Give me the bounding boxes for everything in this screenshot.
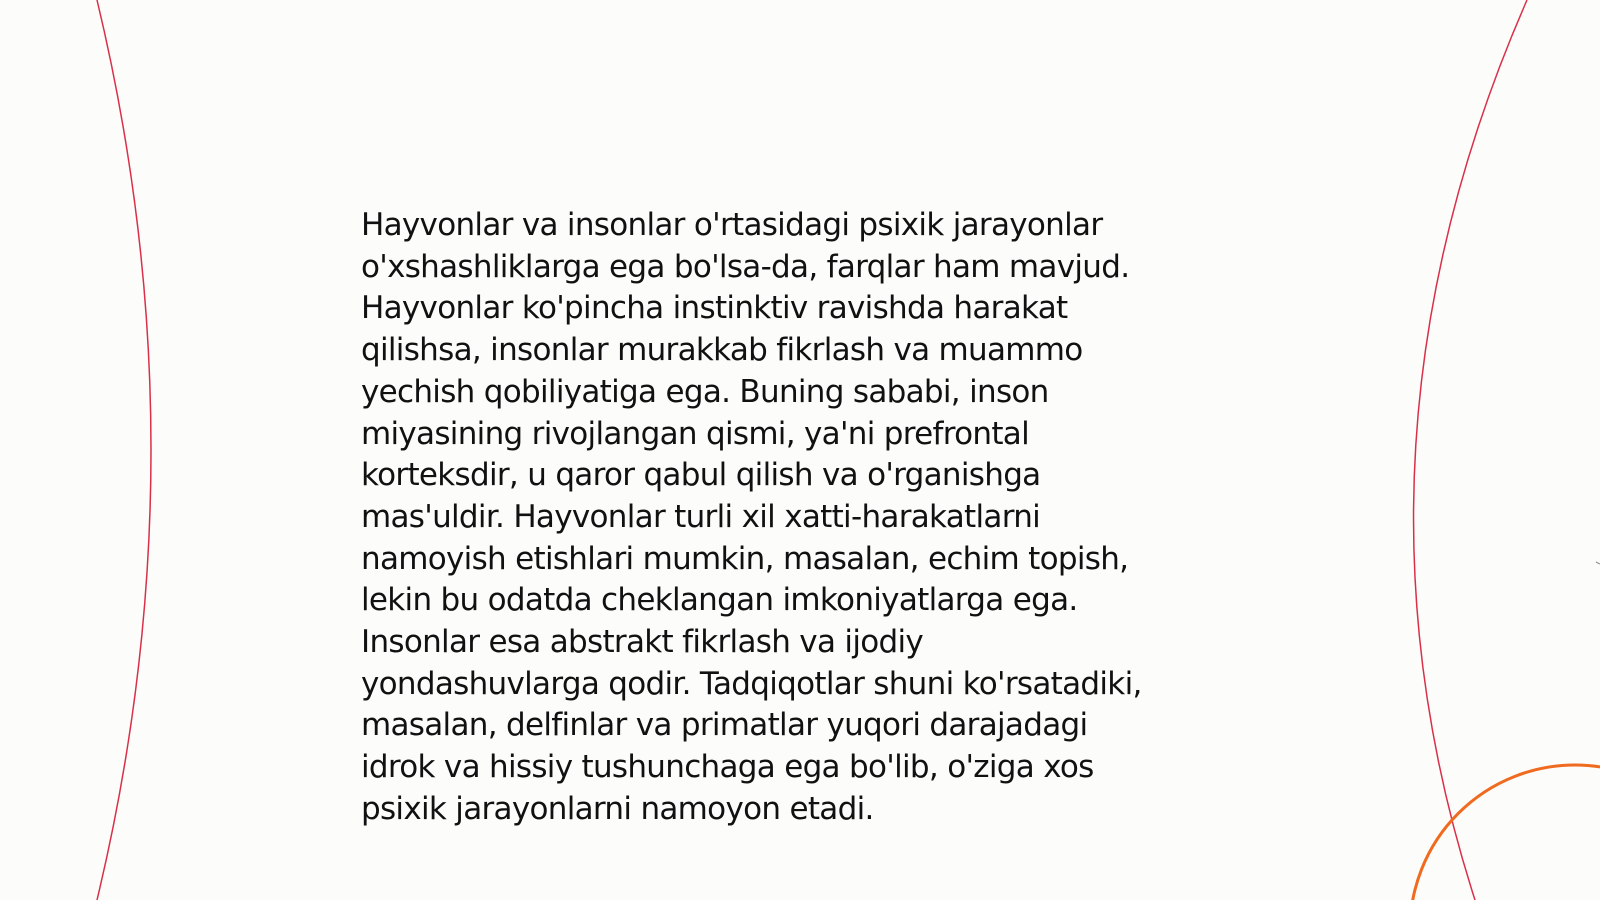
paragraph-line-10: lekin bu odatda cheklangan imkoniyatlarga ega. (361, 582, 1078, 619)
paragraph-line-1: Hayvonlar va insonlar o'rtasidagi psixik jarayonlar (361, 207, 1103, 243)
paragraph-line-13: masalan, delfinlar va primatlar yuqori darajadagi (361, 707, 1088, 744)
paragraph-line-3: Hayvonlar ko'pincha instinktiv ravishda harakat (361, 290, 1068, 327)
paragraph-line-4: qilishsa, insonlar murakkab fikrlash va muammo (361, 332, 1083, 369)
paragraph-line-2: o'xshashliklarga ega bo'lsa-da, farqlar ham mavjud. (361, 248, 1130, 285)
paragraph-line-5: yechish qobiliyatiga ega. Buning sababi, inson (361, 373, 1049, 410)
paragraph-line-9: namoyish etishlari mumkin, masalan, echim topish, (361, 540, 1129, 577)
left-arc (97, 0, 151, 900)
paragraph-line-15: psixik jarayonlarni namoyon etadi. (361, 790, 874, 827)
right-arc (1414, 0, 1527, 900)
orange-circle (1410, 765, 1600, 900)
body-paragraph (361, 205, 1241, 831)
paragraph-line-14: idrok va hissiy tushunchaga ega bo'lib, o'ziga xos (361, 749, 1094, 786)
paragraph-line-11: Insonlar esa abstrakt fikrlash va ijodiy (361, 624, 924, 661)
small-tick-mark (1596, 562, 1600, 564)
paragraph-line-7: korteksdir, u qaror qabul qilish va o'rganishga (361, 457, 1041, 494)
paragraph-line-8: mas'uldir. Hayvonlar turli xil xatti-harakatlarni (361, 498, 1041, 535)
paragraph-line-6: miyasining rivojlangan qismi, ya'ni prefrontal (361, 415, 1029, 452)
paragraph-line-12: yondashuvlarga qodir. Tadqiqotlar shuni ko'rsatadiki, (361, 665, 1142, 702)
